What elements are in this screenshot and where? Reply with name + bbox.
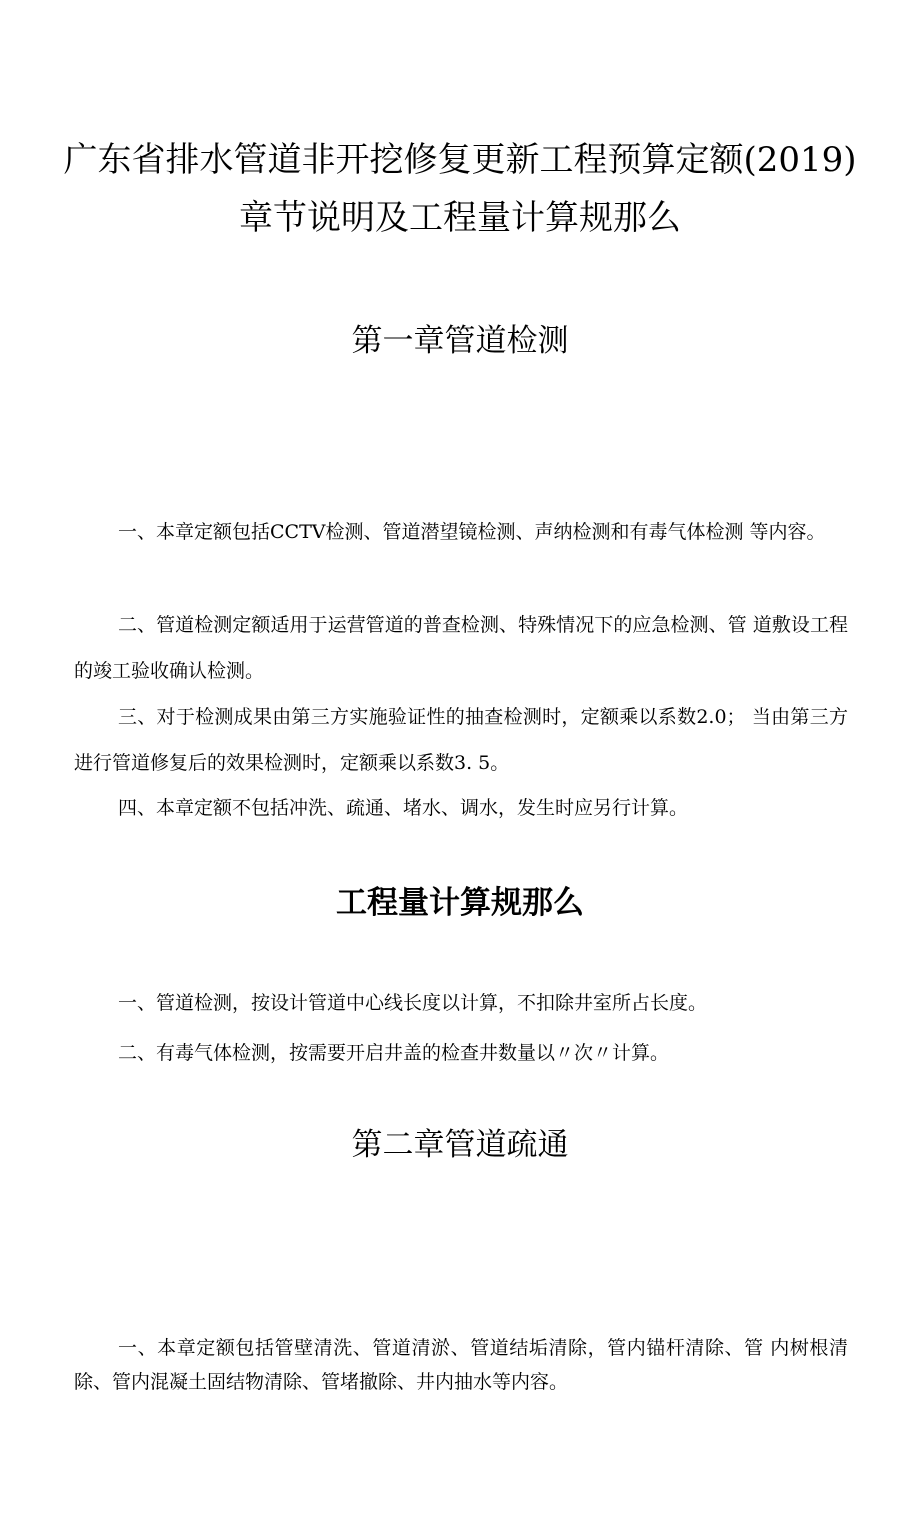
chapter-1-paragraph-4: 四、本章定额不包括冲洗、疏通、堵水、调水，发生时应另行计算。	[118, 797, 689, 819]
document-title-line-2: 章节说明及工程量计算规那么	[239, 198, 681, 238]
chapter-1-paragraph-3: 三、对于检测成果由第三方实施验证性的抽查检测时，定额乘以系数2.0； 当由第三方进行管道修复后的效果检测时，定额乘以系数3. 5。	[74, 706, 848, 774]
rules-heading: 工程量计算规那么	[336, 885, 584, 921]
rules-paragraph-1: 一、管道检测，按设计管道中心线长度以计算，不扣除井室所占长度。	[118, 992, 708, 1014]
chapter-1-paragraph-1: 一、本章定额包括CCTV检测、管道潜望镜检测、声纳检测和有毒气体检测 等内容。	[118, 521, 826, 543]
rules-paragraph-2: 二、有毒气体检测，按需要开启井盖的检查井数量以〃次〃计算。	[118, 1042, 670, 1064]
chapter-1-heading: 第一章管道检测	[351, 323, 569, 359]
chapter-2-paragraph-1: 一、本章定额包括管壁清洗、管道清淤、管道结垢清除，管内锚杆清除、管 内树根清除、管内混凝土固结物清除、管堵撤除、井内抽水等内容。	[74, 1337, 848, 1393]
document-title-line-1: 广东省排水管道非开挖修复更新工程预算定额(2019)	[63, 140, 857, 180]
chapter-1-paragraph-2: 二、管道检测定额适用于运营管道的普查检测、特殊情况下的应急检测、管 道敷设工程的竣工验收确认检测。	[74, 614, 848, 682]
chapter-2-heading: 第二章管道疏通	[351, 1127, 569, 1163]
